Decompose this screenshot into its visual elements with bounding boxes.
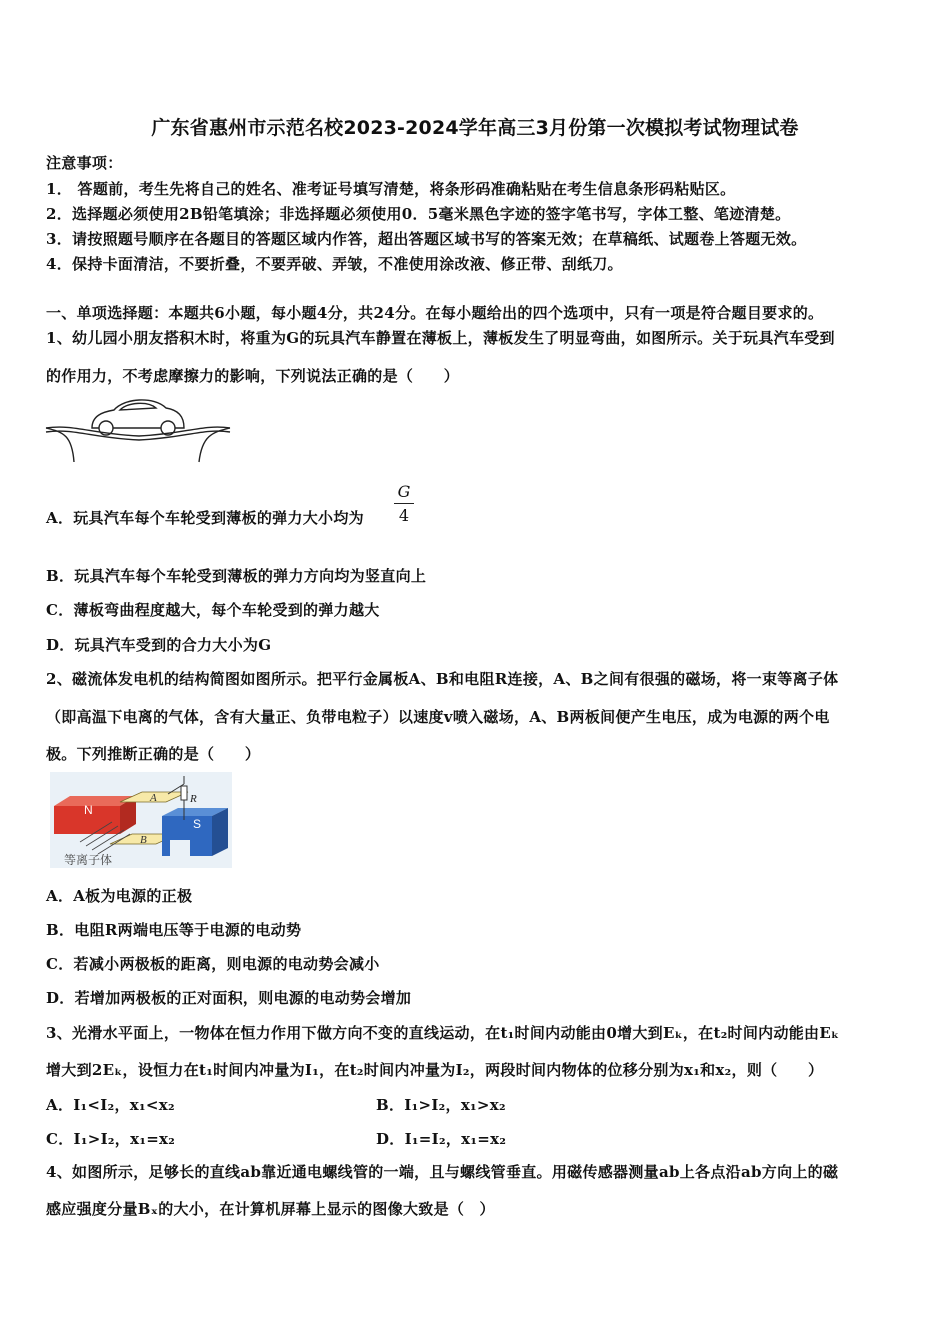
notice-item-1: 1． 答题前，考生先将自己的姓名、准考证号填写清楚，将条形码准确粘贴在考生信息条形码粘贴区。: [46, 180, 736, 198]
label-a: A: [150, 792, 157, 804]
q3-stem-line2: 增大到2Eₖ，设恒力在t₁时间内冲量为I₁，在t₂时间内冲量为I₂，两段时间内物体的位移分别为x₁和x₂，则（ ）: [46, 1061, 824, 1079]
q2-stem-line3: 极。下列推断正确的是（ ）: [46, 745, 261, 763]
fraction-numerator: G: [397, 482, 411, 501]
q3-option-c[interactable]: C．I₁>I₂，x₁=x₂: [46, 1130, 176, 1148]
bent-board-drawing: [46, 427, 230, 462]
notice-item-3: 3．请按照题号顺序在各题目的答题区域内作答，超出答题区域书写的答案无效；在草稿纸、试题卷上答题无效。: [46, 230, 807, 248]
q1-stem-line2: 的作用力，不考虑摩擦力的影响，下列说法正确的是（ ）: [46, 367, 460, 385]
q3-option-d[interactable]: D．I₁=I₂，x₁=x₂: [376, 1130, 507, 1148]
fraction-bar: [394, 503, 414, 504]
label-r: R: [190, 793, 197, 805]
plasma-caption: 等离子体: [64, 853, 113, 867]
q2-stem-line1: 2、磁流体发电机的结构简图如图所示。把平行金属板A、B和电阻R连接，A、B之间有很强的磁场，将一束等离子体: [46, 670, 839, 688]
q2-option-b[interactable]: B．电阻R两端电压等于电源的电动势: [46, 921, 302, 939]
page-title: 广东省惠州市示范名校2023-2024学年高三3月份第一次模拟考试物理试卷: [151, 117, 799, 139]
q1-option-b[interactable]: B．玩具汽车每个车轮受到薄板的弹力方向均为竖直向上: [46, 567, 427, 585]
car-window: [120, 403, 156, 410]
q4-stem-line2: 感应强度分量Bₓ的大小，在计算机屏幕上显示的图像大致是（ ）: [46, 1200, 495, 1218]
q3-stem-line1: 3、光滑水平面上，一物体在恒力作用下做方向不变的直线运动，在t₁时间内动能由0增大到Eₖ，在t₂时间内动能由Eₖ: [46, 1024, 840, 1042]
notice-item-2: 2．选择题必须使用2B铅笔填涂；非选择题必须使用0．5毫米黑色字迹的签字笔书写，字体工整、笔迹清楚。: [46, 205, 791, 223]
section-heading: 一、单项选择题：本题共6小题，每小题4分，共24分。在每小题给出的四个选项中，只有一项是符合题目要求的。: [46, 304, 824, 322]
q1-stem-line1: 1、幼儿园小朋友搭积木时，将重为G的玩具汽车静置在薄板上，薄板发生了明显弯曲，如图所示。关于玩具汽车受到: [46, 329, 835, 347]
fraction-g-over-4: [394, 482, 414, 525]
south-magnet: [162, 808, 228, 856]
q3-option-a[interactable]: A．I₁<I₂，x₁<x₂: [46, 1096, 175, 1114]
label-s: S: [193, 817, 202, 831]
notice-item-4: 4．保持卡面清洁，不要折叠，不要弄破、弄皱，不准使用涂改液、修正带、刮纸刀。: [46, 255, 623, 273]
q1-option-c[interactable]: C．薄板弯曲程度越大，每个车轮受到的弹力越大: [46, 601, 380, 619]
q2-option-c[interactable]: C．若减小两极板的距离，则电源的电动势会减小: [46, 955, 380, 973]
q4-stem-line1: 4、如图所示，足够长的直线ab靠近通电螺线管的一端，且与螺线管垂直。用磁传感器测量ab上各点沿ab方向上的磁: [46, 1163, 839, 1181]
label-b: B: [140, 834, 147, 846]
toy-car-on-board-figure: [44, 390, 234, 465]
q2-option-d[interactable]: D．若增加两极板的正对面积，则电源的电动势会增加: [46, 989, 412, 1007]
fraction-denominator: 4: [398, 506, 410, 525]
right-support: [199, 428, 230, 462]
notice-heading: 注意事项：: [46, 154, 123, 172]
q2-option-a[interactable]: A．A板为电源的正极: [46, 887, 193, 905]
mhd-generator-figure: [50, 772, 232, 868]
left-support: [46, 428, 74, 462]
q1-option-d[interactable]: D．玩具汽车受到的合力大小为G: [46, 636, 272, 654]
toy-car-drawing: [92, 400, 184, 435]
q1-option-a[interactable]: A．玩具汽车每个车轮受到薄板的弹力大小均为: [46, 509, 364, 527]
label-n: N: [84, 803, 93, 817]
q2-stem-line2: （即高温下电离的气体，含有大量正、负带电粒子）以速度v喷入磁场，A、B两板间便产生电压，成为电源的两个电: [46, 708, 830, 726]
q3-option-b[interactable]: B．I₁>I₂，x₁>x₂: [376, 1096, 506, 1114]
